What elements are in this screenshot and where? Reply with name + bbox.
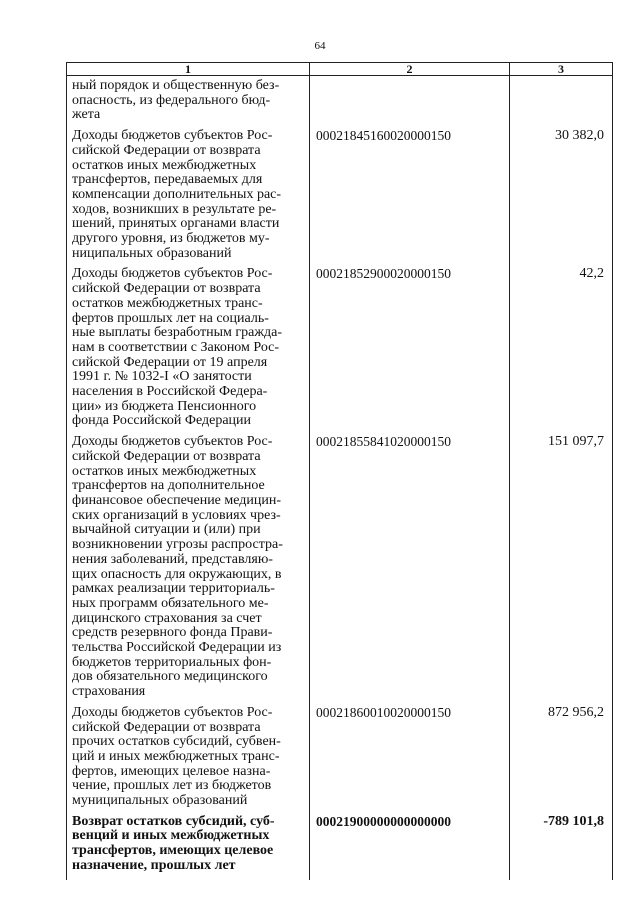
column-header-1: 1 — [67, 63, 310, 76]
budget-table — [66, 62, 613, 880]
row-code: 00021845160020000150 — [310, 129, 510, 267]
row-amount: 42,2 — [510, 267, 613, 435]
row-description: Возврат остатков субсидий, суб- венций и иных межбюджетных трансфертов, имеющих целевое назначение, прошлых лет — [67, 815, 310, 880]
table-row — [67, 435, 613, 706]
row-code: 00021855841020000150 — [310, 435, 510, 706]
table-row — [67, 267, 613, 435]
table-header — [67, 63, 613, 76]
page-number: 64 — [314, 40, 326, 52]
header-row — [67, 63, 613, 76]
row-description: Доходы бюджетов субъектов Рос- сийской Федерации от возврата остатков иных межбюджетных трансфертов на дополнительное финансовое обеспечение медицин- ских организаций в условиях чрез- вычайной ситуации и (или) при возникновении угрозы распростра- нения заболеваний, представляю- щих опасность для окружающих, в рамках реализации территориаль- ных программ обязательного ме- дицинского страхования за счет средств резервного фонда Прави- тельства Российской Федерации из бюджетов территориальных фон- дов обязательного медицинского страхования — [67, 435, 310, 706]
row-description: Доходы бюджетов субъектов Рос- сийской Федерации от возврата остатков иных межбюджетных трансфертов, передаваемых для компенсации дополнительных рас- ходов, возникших в результате ре- шений, принятых органами власти другого уровня, из бюджетов му- ниципальных образований — [67, 129, 310, 267]
row-code: 00021852900020000150 — [310, 267, 510, 435]
row-description: Доходы бюджетов субъектов Рос- сийской Федерации от возврата остатков межбюджетных транс- фертов прошлых лет на социаль- ные выплаты безработным гражда- нам в соответствии с Законом Рос- сийской Федерации от 19 апреля 1991 г. № 1032-I «О занятости населения в Российской Федера- ции» из бюджета Пенсионного фонда Российской Федерации — [67, 267, 310, 435]
row-amount: -789 101,8 — [510, 815, 613, 880]
table-row — [67, 129, 613, 267]
row-amount: 151 097,7 — [510, 435, 613, 706]
row-description: Доходы бюджетов субъектов Рос- сийской Федерации от возврата прочих остатков субсидий, субвен- ций и иных межбюджетных транс- фертов, имеющих целевое назна- чение, прошлых лет из бюджетов муниципальных образований — [67, 706, 310, 815]
row-description: ный порядок и общественную без- опасность, из федерального бюд- жета — [67, 76, 310, 130]
table-body — [67, 76, 613, 880]
table-row — [67, 76, 613, 130]
table-row — [67, 706, 613, 815]
column-header-3: 3 — [510, 63, 613, 76]
column-header-2: 2 — [310, 63, 510, 76]
row-code: 00021860010020000150 — [310, 706, 510, 815]
table-row-total — [67, 815, 613, 880]
row-amount: 30 382,0 — [510, 129, 613, 267]
row-code — [310, 76, 510, 130]
row-code: 00021900000000000000 — [310, 815, 510, 880]
row-amount — [510, 76, 613, 130]
row-amount: 872 956,2 — [510, 706, 613, 815]
